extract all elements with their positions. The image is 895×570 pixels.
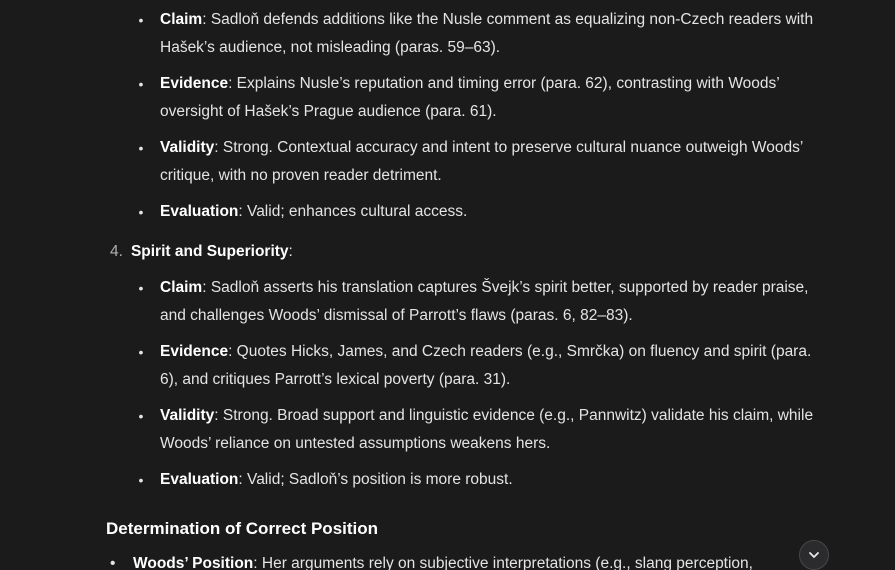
- bullet: •: [138, 280, 144, 296]
- item-label: Evaluation: [160, 471, 239, 488]
- item-label: Validity: [160, 139, 215, 156]
- item-label: Evaluation: [160, 203, 239, 220]
- item-label: Validity: [160, 407, 215, 424]
- section-title: Spirit and Superiority: [130, 243, 289, 260]
- bullet: •: [138, 76, 144, 92]
- list-item: [138, 402, 820, 458]
- list-item: [138, 466, 820, 494]
- numbered-heading: [110, 238, 293, 266]
- item-text: : Valid; enhances cultural access.: [238, 203, 468, 220]
- item-text: : Her arguments rely on subjective interpretations (e.g., slang perception,: [253, 555, 753, 570]
- scroll-to-bottom-button[interactable]: [799, 540, 829, 570]
- item-text: : Sadloň asserts his translation captures Švejk’s spirit better, supported by reader praise, and challenges Woods’ dismissal of Parrott’s flaws (paras. 6, 82–83).: [160, 279, 809, 324]
- item-label: Evidence: [160, 343, 229, 360]
- bullet: •: [138, 140, 144, 156]
- item-label: Claim: [160, 279, 203, 296]
- bullet: •: [138, 204, 144, 220]
- list-item: [138, 134, 820, 190]
- list-item: [138, 198, 820, 226]
- list-item: [138, 70, 820, 126]
- item-text: : Valid; Sadloň’s position is more robust.: [238, 471, 513, 488]
- bullet: •: [110, 555, 116, 570]
- bullet: •: [138, 472, 144, 488]
- item-label: Evidence: [160, 75, 229, 92]
- section-heading: Determination of Correct Position: [106, 519, 379, 538]
- bullet: •: [138, 344, 144, 360]
- list-item: [110, 550, 833, 570]
- item-text: : Strong. Contextual accuracy and intent to preserve cultural nuance outweigh Woods’ critique, with no proven reader detriment.: [160, 139, 803, 184]
- item-text: : Strong. Broad support and linguistic evidence (e.g., Pannwitz) validate his claim, while Woods’ reliance on untested assumptions weakens hers.: [160, 407, 814, 452]
- item-label: Woods’ Position: [133, 555, 254, 570]
- list-number: 4.: [110, 243, 123, 260]
- item-text: : Sadloň defends additions like the Nusle comment as equalizing non-Czech readers with Hašek’s audience, not misleading (paras. 59–63).: [160, 11, 814, 56]
- bullet: •: [138, 12, 144, 28]
- list-item: [138, 338, 820, 394]
- list-item: [138, 274, 820, 330]
- item-text: : Quotes Hicks, James, and Czech readers (e.g., Smrčka) on fluency and spirit (para. 6), and critiques Parrott’s lexical poverty (para. 31).: [160, 343, 812, 388]
- item-label: Claim: [160, 11, 203, 28]
- chevron-down-icon: [807, 548, 821, 562]
- list-item: [138, 6, 820, 62]
- bullet: •: [138, 408, 144, 424]
- section-title-suffix: :: [288, 243, 293, 260]
- item-text: : Explains Nusle’s reputation and timing error (para. 62), contrasting with Woods’ oversight of Hašek’s Prague audience (para. 61).: [160, 75, 780, 120]
